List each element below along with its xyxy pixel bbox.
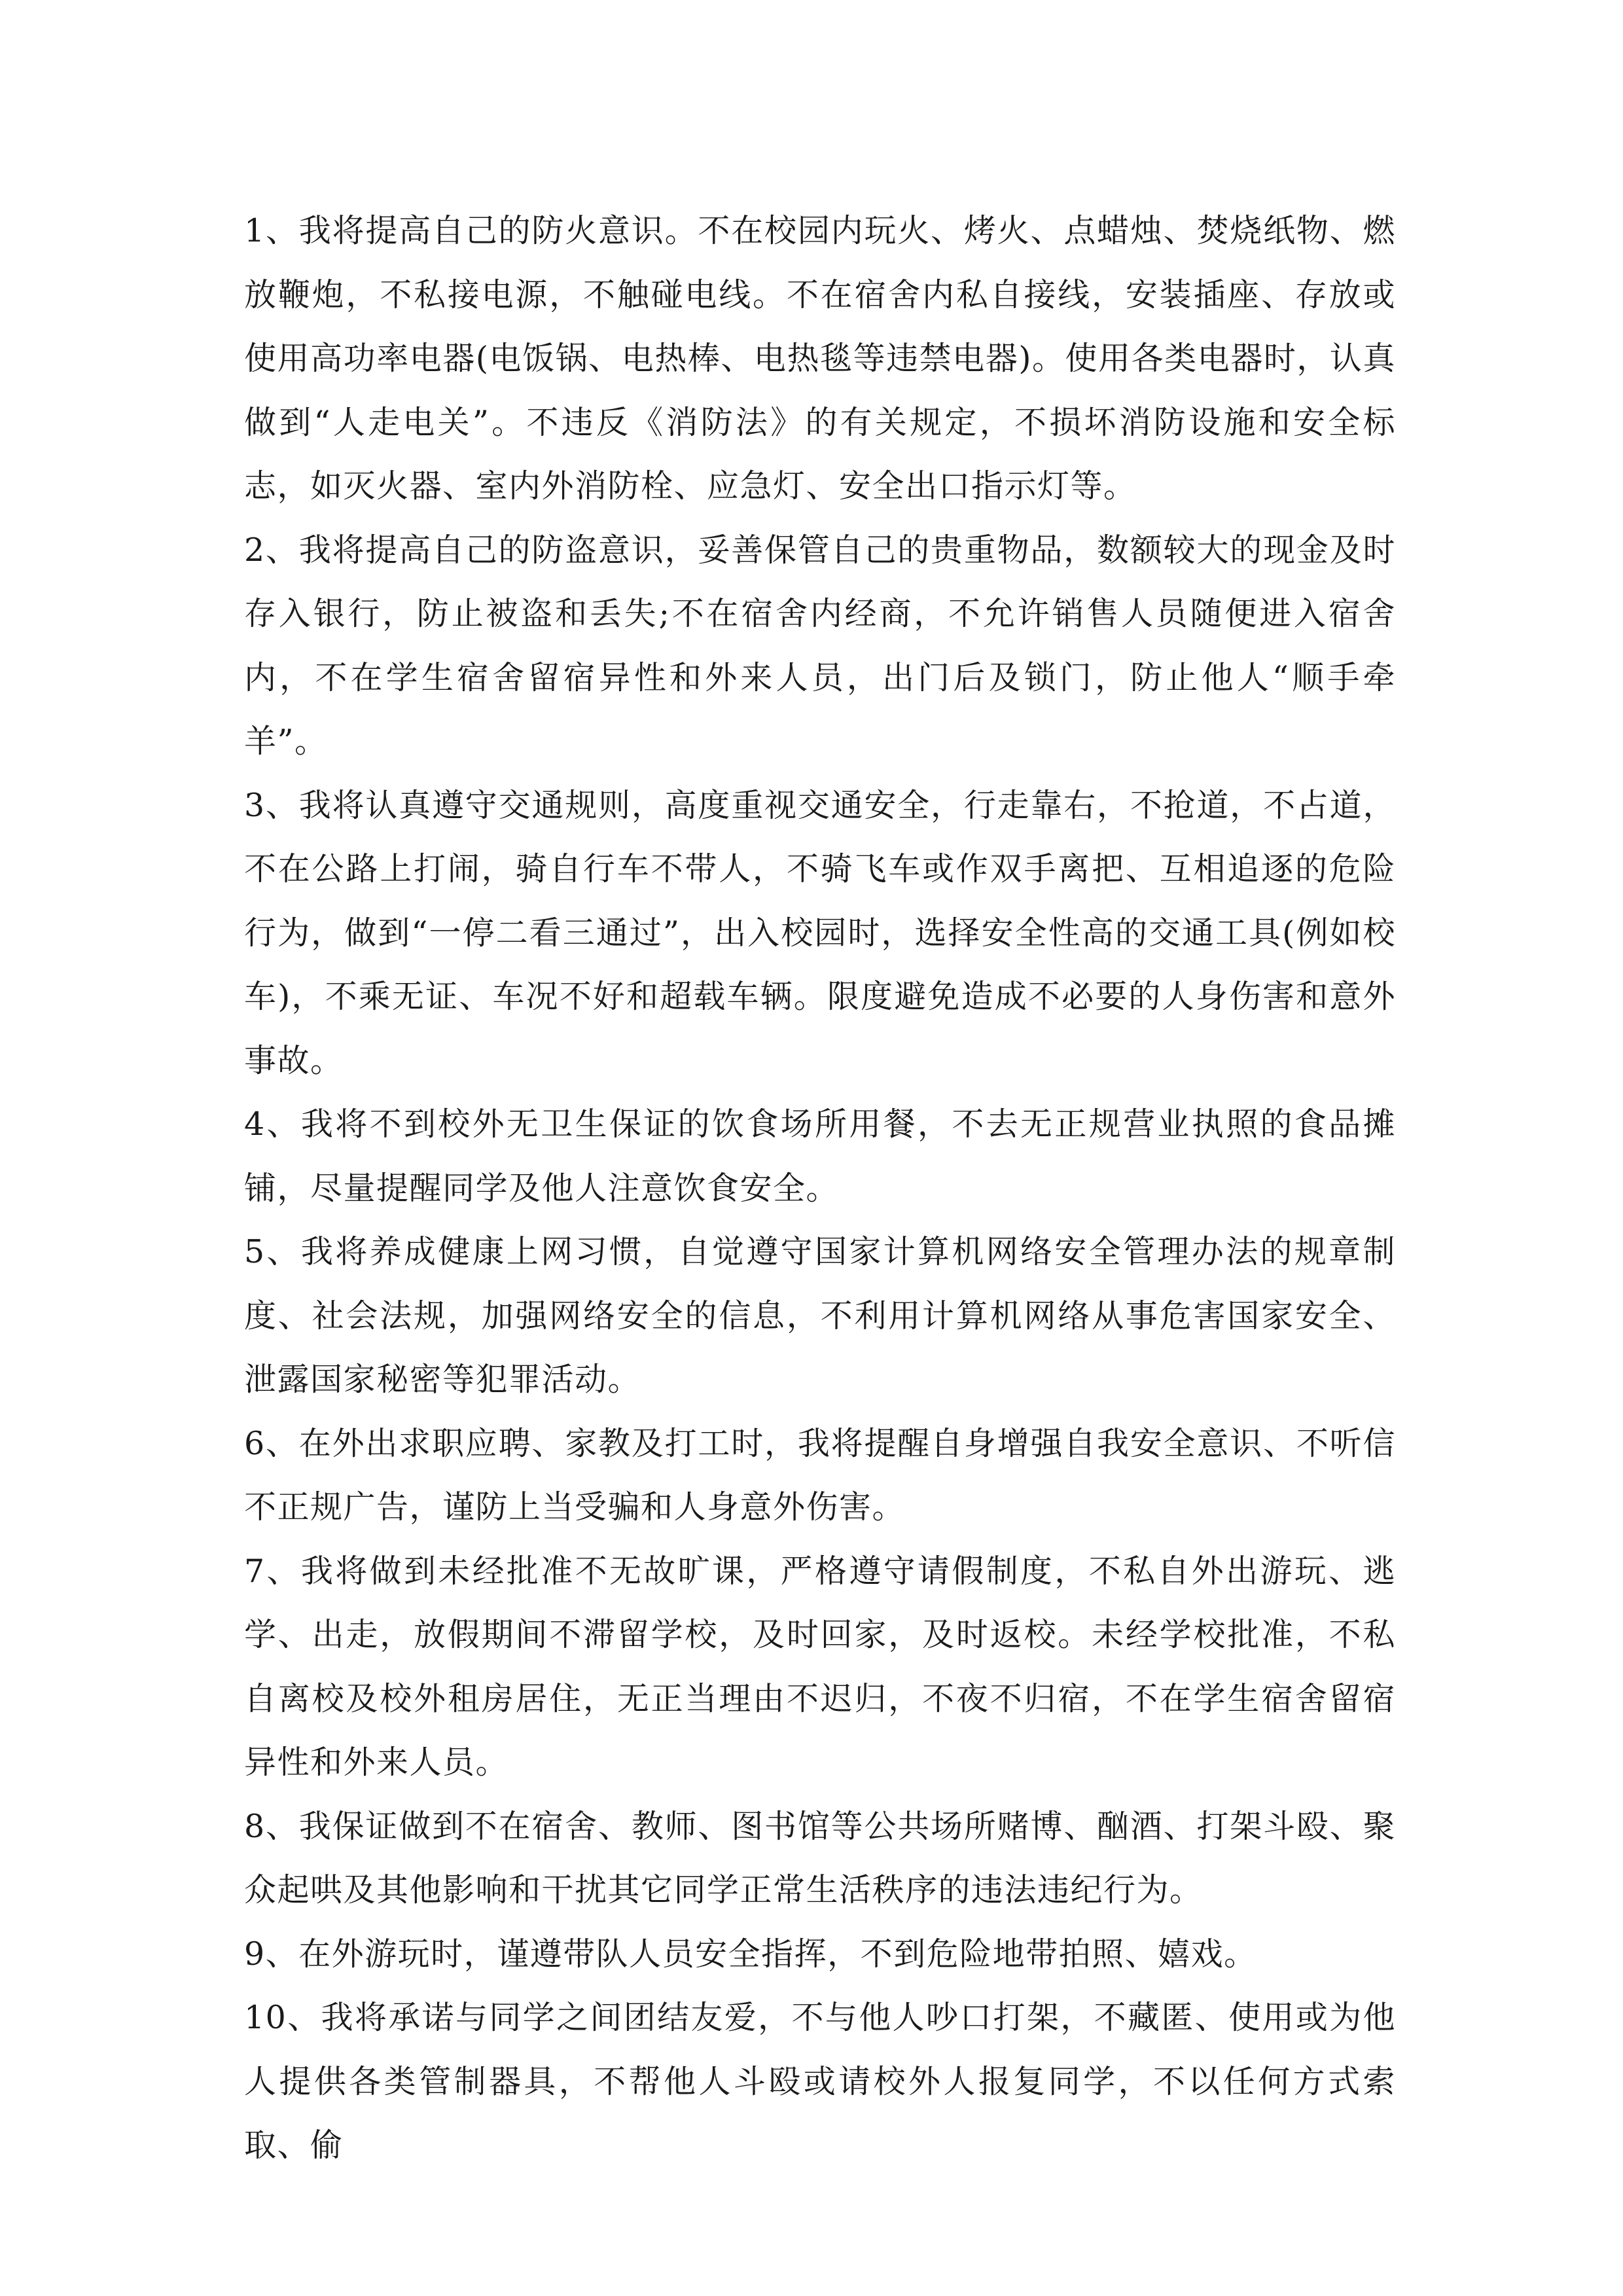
document-body: [244, 199, 1396, 2178]
paragraph-1: 1、我将提高自己的防火意识。不在校园内玩火、烤火、点蜡烛、焚烧纸物、燃放鞭炮，不私接电源，不触碰电线。不在宿舍内私自接线，安装插座、存放或使用高功率电器(电饭锅、电热棒、电热毯等违禁电器)。使用各类电器时，认真做到“人走电关”。不违反《消防法》的有关规定，不损坏消防设施和安全标志，如灭火器、室内外消防栓、应急灯、安全出口指示灯等。: [244, 212, 1396, 505]
paragraph-5: 5、我将养成健康上网习惯，自觉遵守国家计算机网络安全管理办法的规章制度、社会法规，加强网络安全的信息，不利用计算机网络从事危害国家安全、泄露国家秘密等犯罪活动。: [244, 1233, 1396, 1398]
paragraph-2: 2、我将提高自己的防盗意识，妥善保管自己的贵重物品，数额较大的现金及时存入银行，防止被盗和丢失;不在宿舍内经商，不允许销售人员随便进入宿舍内，不在学生宿舍留宿异性和外来人员，出门后及锁门，防止他人“顺手牵羊”。: [244, 531, 1396, 760]
paragraph-6: 6、在外出求职应聘、家教及打工时，我将提醒自身增强自我安全意识、不听信不正规广告，谨防上当受骗和人身意外伤害。: [244, 1424, 1396, 1526]
paragraph-4: 4、我将不到校外无卫生保证的饮食场所用餐，不去无正规营业执照的食品摊铺，尽量提醒同学及他人注意饮食安全。: [244, 1105, 1396, 1207]
paragraph-10: 10、我将承诺与同学之间团结友爱，不与他人吵口打架，不藏匿、使用或为他人提供各类管制器具，不帮他人斗殴或请校外人报复同学，不以任何方式索取、偷: [244, 1999, 1396, 2164]
paragraph-3: 3、我将认真遵守交通规则，高度重视交通安全，行走靠右，不抢道，不占道，不在公路上打闹，骑自行车不带人，不骑飞车或作双手离把、互相追逐的危险行为，做到“一停二看三通过”，出入校园时，选择安全性高的交通工具(例如校车)，不乘无证、车况不好和超载车辆。限度避免造成不必要的人身伤害和意外事故。: [244, 786, 1396, 1079]
paragraph-9: 9、在外游玩时，谨遵带队人员安全指挥，不到危险地带拍照、嬉戏。: [244, 1935, 1257, 1973]
paragraph-8: 8、我保证做到不在宿舍、教师、图书馆等公共场所赌博、酗酒、打架斗殴、聚众起哄及其他影响和干扰其它同学正常生活秩序的违法违纪行为。: [244, 1807, 1396, 1909]
paragraph-7: 7、我将做到未经批准不无故旷课，严格遵守请假制度，不私自外出游玩、逃学、出走，放假期间不滞留学校，及时回家，及时返校。未经学校批准，不私自离校及校外租房居住，无正当理由不迟归，不夜不归宿，不在学生宿舍留宿异性和外来人员。: [244, 1552, 1396, 1781]
